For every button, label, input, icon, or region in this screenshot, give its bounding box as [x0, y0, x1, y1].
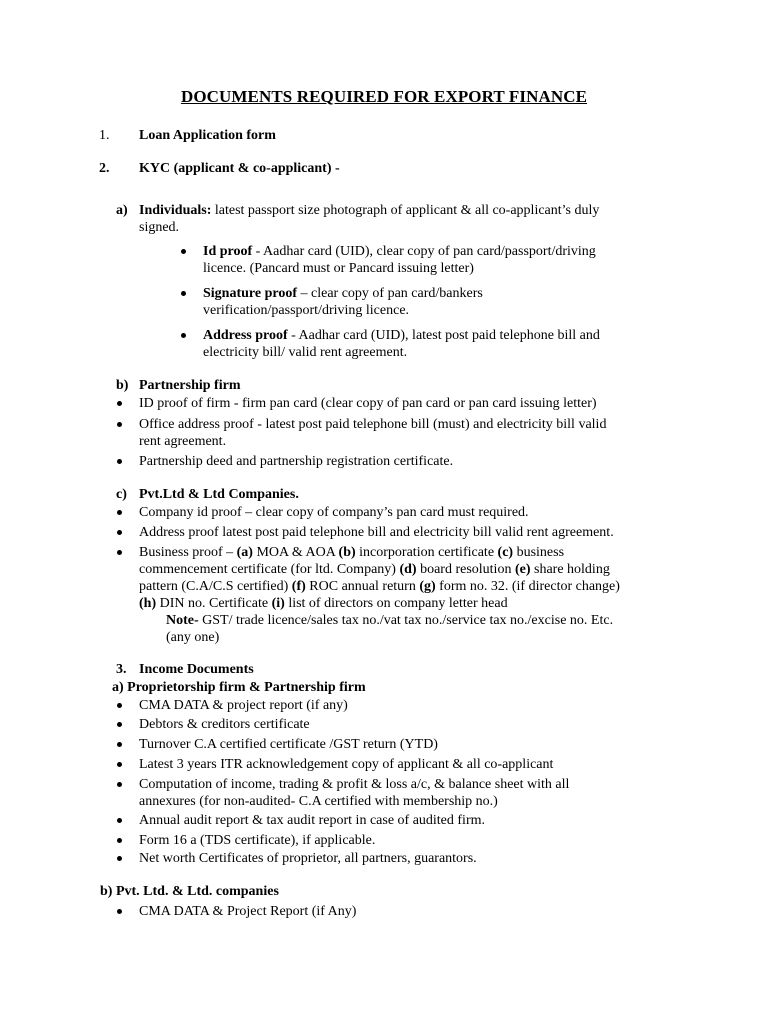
income-item-4: Latest 3 years ITR acknowledgement copy of applicant & all co-applicant [139, 757, 554, 772]
bullet [117, 742, 122, 747]
income-item-5-line-1: Computation of income, trading & profit & loss a/c, & balance sheet with all [139, 777, 570, 792]
income-item-3: Turnover C.A certified certificate /GST return (YTD) [139, 737, 438, 752]
income-item-1: CMA DATA & project report (if any) [139, 698, 348, 713]
income-item-6: Annual audit report & tax audit report in case of audited firm. [139, 813, 486, 828]
signature-proof-line-2: verification/passport/driving licence. [203, 303, 410, 318]
section-2-label: KYC (applicant & co-applicant) - [139, 161, 340, 176]
income-item-8: Net worth Certificates of proprietor, all partners, guarantors. [139, 851, 477, 866]
individuals-line-2: signed. [139, 220, 180, 235]
address-proof-line-2: electricity bill/ valid rent agreement. [203, 345, 408, 360]
companies-income-heading: b) Pvt. Ltd. & Ltd. companies [100, 884, 279, 899]
bullet [117, 838, 122, 843]
id-proof-line-2: licence. (Pancard must or Pancard issuing letter) [203, 261, 474, 276]
bullet [181, 333, 186, 338]
section-1-label: Loan Application form [139, 128, 276, 143]
subsection-c-marker: c) [116, 487, 127, 502]
bullet [117, 401, 122, 406]
bullet [181, 249, 186, 254]
section-1-number: 1. [99, 128, 110, 143]
business-proof-line-4: (h) DIN no. Certificate (i) list of directors on company letter head [139, 596, 508, 611]
id-proof-line-1: Id proof - Aadhar card (UID), clear copy of pan card/passport/driving [203, 244, 596, 259]
partnership-item-2-line-1: Office address proof - latest post paid telephone bill (must) and electricity bill valid [139, 417, 607, 432]
partnership-heading: Partnership firm [139, 378, 241, 393]
address-proof-line-1: Address proof - Aadhar card (UID), latest post paid telephone bill and [203, 328, 600, 343]
bullet [117, 703, 122, 708]
note-line-2: (any one) [166, 630, 220, 645]
income-item-7: Form 16 a (TDS certificate), if applicable. [139, 833, 376, 848]
bullet [117, 530, 122, 535]
companies-income-item-1: CMA DATA & Project Report (if Any) [139, 904, 357, 919]
subsection-a-marker: a) [116, 203, 128, 218]
bullet [117, 550, 122, 555]
bullet [117, 856, 122, 861]
section-3-number: 3. [116, 662, 127, 677]
bullet [117, 422, 122, 427]
partnership-item-2-line-2: rent agreement. [139, 434, 227, 449]
bullet [117, 818, 122, 823]
note-line-1: Note- GST/ trade licence/sales tax no./vat tax no./service tax no./excise no. Etc. [166, 613, 614, 628]
signature-proof-line-1: Signature proof – clear copy of pan card/bankers [203, 286, 483, 301]
income-item-2: Debtors & creditors certificate [139, 717, 310, 732]
bullet [117, 510, 122, 515]
partnership-item-3: Partnership deed and partnership registration certificate. [139, 454, 454, 469]
bullet [117, 459, 122, 464]
proprietorship-heading: a) Proprietorship firm & Partnership firm [112, 680, 366, 695]
document-title: DOCUMENTS REQUIRED FOR EXPORT FINANCE [180, 87, 588, 106]
bullet [181, 291, 186, 296]
business-proof-line-1: Business proof – (a) MOA & AOA (b) incorporation certificate (c) business [139, 545, 565, 560]
companies-heading: Pvt.Ltd & Ltd Companies. [139, 487, 299, 502]
subsection-b-marker: b) [116, 378, 129, 393]
companies-item-2: Address proof latest post paid telephone bill and electricity bill valid rent agreement. [139, 525, 614, 540]
business-proof-line-2: commencement certificate (for ltd. Company) (d) board resolution (e) share holding [139, 562, 610, 577]
bullet [117, 722, 122, 727]
business-proof-line-3: pattern (C.A/C.S certified) (f) ROC annual return (g) form no. 32. (if director change) [139, 579, 620, 594]
section-2-number: 2. [99, 161, 110, 176]
bullet [117, 762, 122, 767]
partnership-item-1: ID proof of firm - firm pan card (clear copy of pan card or pan card issuing letter) [139, 396, 597, 411]
section-3-label: Income Documents [139, 662, 254, 677]
companies-item-1: Company id proof – clear copy of company’s pan card must required. [139, 505, 529, 520]
bullet [117, 909, 122, 914]
individuals-line-1: Individuals: latest passport size photograph of applicant & all co-applicant’s duly [139, 203, 600, 218]
bullet [117, 782, 122, 787]
income-item-5-line-2: annexures (for non-audited- C.A certified with membership no.) [139, 794, 498, 809]
